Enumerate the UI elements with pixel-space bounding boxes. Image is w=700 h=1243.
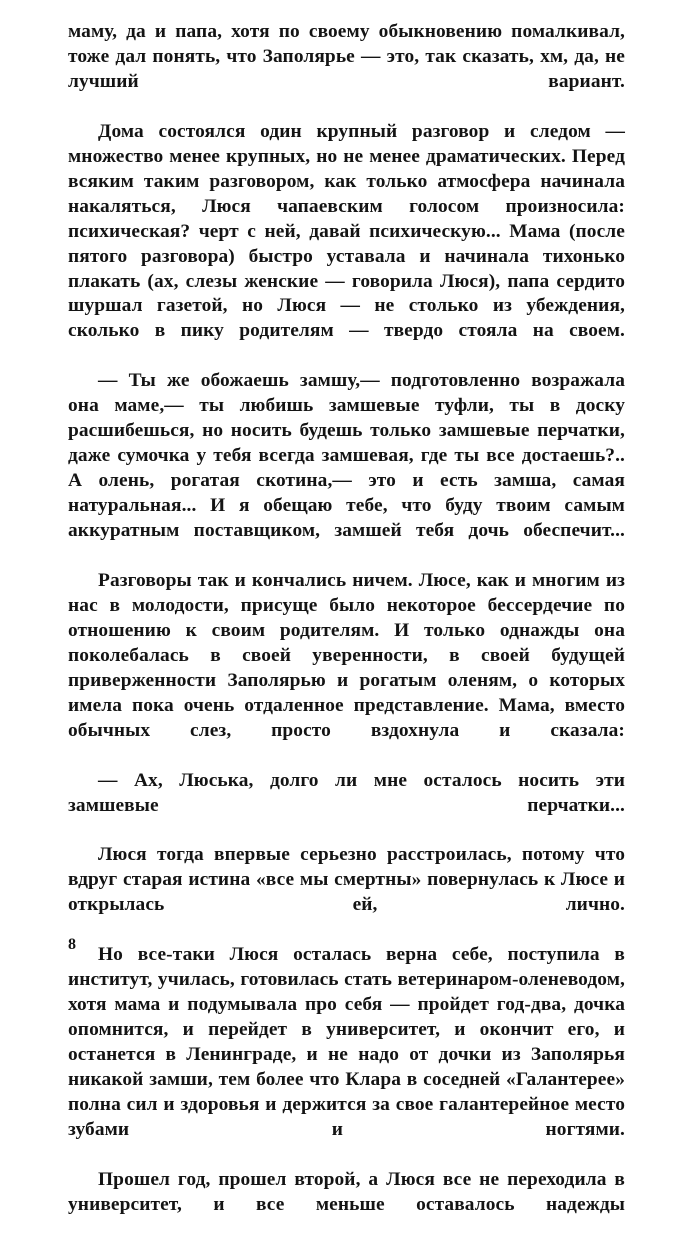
- paragraph: Разговоры так и кончались ничем. Люсе, как и многим из нас в молодости, присуще было некоторое бессердечие по отношению к своим родителям. И только однажды она поколебалась в своей уверенности, в своей будущей приверженности Заполярью и рогатым оленям, о которых имела пока очень отдаленное представление. Мама, вместо обычных слез, просто вздохнула и сказала:: [68, 569, 625, 741]
- page-number: 8: [68, 936, 76, 953]
- paragraph: Но все-таки Люся осталась верна себе, поступила в институт, училась, готовилась стать ветеринаром-оленеводом, хотя мама и подумывала про себя — пройдет год-два, дочка опомнится, и перейдет в университет, и окончит его, и останется в Ленинграде, и не надо от дочки из Заполярья никакой замши, тем более что Клара в соседней «Галантерее» полна сил и здоровья и держится за свое галантерейное место зубами и ногтями.: [68, 944, 625, 1140]
- paragraph: — Ты же обожаешь замшу,— подготовленно возражала она маме,— ты любишь замшевые туфли, ты в доску расшибешься, но носить будешь только замшевые перчатки, даже сумочка у тебя всегда замшевая, где ты все достаешь?.. А олень, рогатая скотина,— это и есть замша, самая натуральная... И я обещаю тебе, что буду твоим самым аккуратным поставщиком, замшей тебя дочь обеспечит...: [68, 370, 625, 542]
- paragraph: Дома состоялся один крупный разговор и следом — множество менее крупных, но не менее драматических. Перед всяким таким разговором, как только атмосфера начинала накаляться, Люся чапаевским голосом произносила: психическая? черт с ней, давай психическую... Мама (после пятого разговора) быстро уставала и начинала тихонько плакать (ах, слезы женские — говорила Люся), папа сердито шуршал газетой, но Люся — не столько из убеждения, сколько в пику родителям — твердо стояла на своем.: [68, 120, 625, 342]
- page-text-block: [68, 20, 625, 1243]
- paragraph: — Ах, Люська, долго ли мне осталось носить эти замшевые перчатки...: [68, 769, 625, 816]
- paragraph: маму, да и папа, хотя по своему обыкновению помалкивал, тоже дал понять, что Заполярье — это, так сказать, хм, да, не лучший вариант.: [68, 21, 625, 92]
- paragraph: Прошел год, прошел второй, а Люся все не переходила в университет, и все меньше оставалось надежды: [68, 1168, 625, 1215]
- paragraph: Люся тогда впервые серьезно расстроилась, потому что вдруг старая истина «все мы смертны» повернулась к Люсе и открылась ей, лично.: [68, 844, 625, 916]
